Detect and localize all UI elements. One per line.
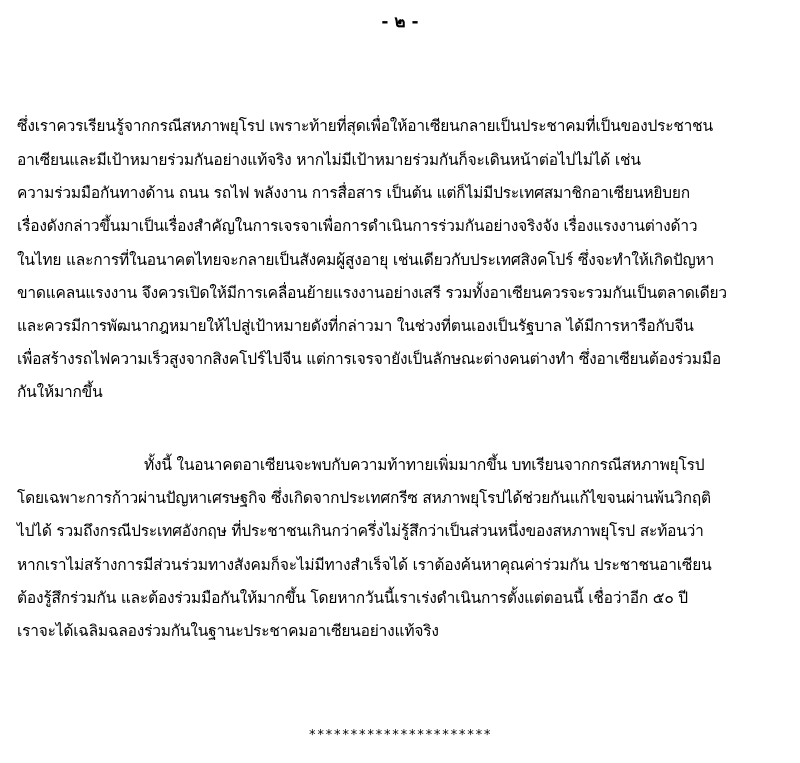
end-of-document-asterisks: ********************** — [308, 728, 492, 743]
text-line: ทั้งนี้ ในอนาคตอาเซียนจะพบกับความท้าทายเพิ่มมากขึ้น บทเรียนจากกรณีสหภาพยุโรป — [144, 456, 705, 474]
text-line: ความร่วมมือกันทางด้าน ถนน รถไฟ พลังงาน การสื่อสาร เป็นต้น แต่ก็ไม่มีประเทศสมาชิกอาเซียนหยิบยก — [17, 184, 690, 202]
text-line: เรื่องดังกล่าวขึ้นมาเป็นเรื่องสำคัญในการเจรจาเพื่อการดำเนินการร่วมกันอย่างจริงจัง เรื่องแรงงานต่างด้าว — [17, 217, 698, 235]
text-line: กันให้มากขึ้น — [17, 383, 103, 401]
text-line: ต้องรู้สึกร่วมกัน และต้องร่วมมือกันให้มากขึ้น โดยหากวันนี้เราเร่งดำเนินการตั้งแต่ตอนนี้ เชื่อว่าอีก ๕๐ ปี — [17, 589, 688, 607]
text-line: ในไทย และการที่ในอนาคตไทยจะกลายเป็นสังคมผู้สูงอายุ เช่นเดียวกับประเทศสิงคโปร์ ซึ่งจะทำให้เกิดปัญหา — [17, 251, 715, 269]
text-line: ไปได้ รวมถึงกรณีประเทศอังกฤษ ที่ประชาชนเกินกว่าครึ่งไม่รู้สึกว่าเป็นส่วนหนึ่งของสหภาพยุโรป สะท้อนว่า — [17, 522, 704, 540]
text-line: หากเราไม่สร้างการมีส่วนร่วมทางสังคมก็จะไม่มีทางสำเร็จได้ เราต้องค้นหาคุณค่าร่วมกัน ประชาชนอาเซียน — [17, 556, 712, 574]
text-line: เพื่อสร้างรถไฟความเร็วสูงจากสิงคโปร์ไปจีน แต่การเจรจายังเป็นลักษณะต่างคนต่างทำ ซึ่งอาเซียนต้องร่วมมือ — [17, 350, 721, 368]
text-line: และควรมีการพัฒนากฎหมายให้ไปสู่เป้าหมายดังที่กล่าวมา ในช่วงที่ตนเองเป็นรัฐบาล ได้มีการหารือกับจีน — [17, 317, 694, 335]
text-line: ขาดแคลนแรงงาน จึงควรเปิดให้มีการเคลื่อนย้ายแรงงานอย่างเสรี รวมทั้งอาเซียนควรจะรวมกันเป็นตลาดเดียว — [17, 284, 727, 302]
text-line: โดยเฉพาะการก้าวผ่านปัญหาเศรษฐกิจ ซึ่งเกิดจากประเทศกรีซ สหภาพยุโรปได้ช่วยกันแก้ไขจนผ่านพ้นวิกฤติ — [17, 489, 711, 507]
text-line: เราจะได้เฉลิมฉลองร่วมกันในฐานะประชาคมอาเซียนอย่างแท้จริง — [17, 622, 439, 640]
text-line: อาเซียนและมีเป้าหมายร่วมกันอย่างแท้จริง หากไม่มีเป้าหมายร่วมกันก็จะเดินหน้าต่อไปไม่ได้ เช่น — [17, 151, 641, 169]
text-line: ซึ่งเราควรเรียนรู้จากกรณีสหภาพยุโรป เพราะท้ายที่สุดเพื่อให้อาเซียนกลายเป็นประชาคมที่เป็นของประชาชน — [17, 117, 713, 135]
page-number: - ๒ - — [381, 12, 419, 32]
